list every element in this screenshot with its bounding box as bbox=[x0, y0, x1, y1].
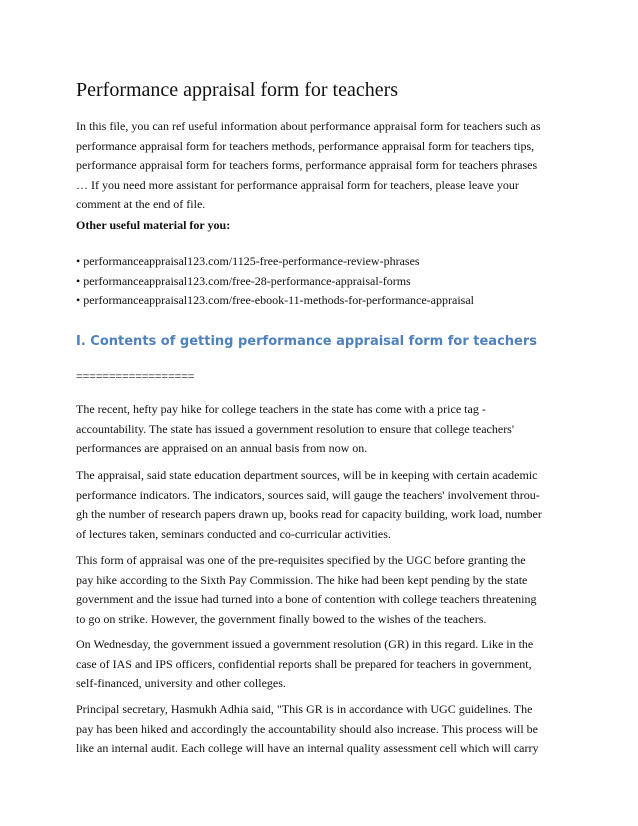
text-line: of lectures taken, seminars conducted and co-curricular activities. bbox=[76, 526, 391, 541]
body-paragraph-2 bbox=[76, 466, 562, 544]
text-line: case of IAS and IPS officers, confidential reports shall be prepared for teachers in government, bbox=[76, 656, 532, 671]
intro-paragraph bbox=[76, 117, 562, 215]
text-line: In this file, you can ref useful information about performance appraisal form for teachers such as bbox=[76, 119, 541, 133]
links-list bbox=[76, 252, 562, 311]
text-line: performance appraisal form for teachers methods, performance appraisal form for teachers tips, bbox=[76, 138, 535, 153]
text-line: The appraisal, said state education department sources, will be in keeping with certain academic bbox=[76, 468, 538, 482]
text-line: comment at the end of file. bbox=[76, 197, 206, 211]
document-title: Performance appraisal form for teachers bbox=[76, 79, 399, 101]
divider-line: ================== bbox=[76, 369, 195, 383]
text-line: like an internal audit. Each college will have an internal quality assessment cell which will carry bbox=[76, 741, 539, 755]
text-line: On Wednesday, the government issued a government resolution (GR) in this regard. Like in the bbox=[76, 637, 534, 651]
text-line: gh the number of research papers drawn up, books read for capacity building, work load, number bbox=[76, 507, 542, 521]
list-item: • performanceappraisal123.com/1125-free-performance-review-phrases bbox=[76, 254, 420, 268]
text-line: self-financed, university and other colleges. bbox=[76, 676, 286, 690]
text-line: pay hike according to the Sixth Pay Commission. The hike had been kept pending by the state bbox=[76, 572, 528, 587]
list-item: • performanceappraisal123.com/free-ebook-11-methods-for-performance-appraisal bbox=[76, 293, 474, 307]
list-item: • performanceappraisal123.com/free-28-performance-appraisal-forms bbox=[76, 273, 411, 288]
text-line: accountability. The state has issued a government resolution to ensure that college teachers' bbox=[76, 421, 515, 436]
text-line: Principal secretary, Hasmukh Adhia said, "This GR is in accordance with UGC guidelines. The bbox=[76, 702, 533, 716]
section-heading: I. Contents of getting performance appraisal form for teachers bbox=[76, 334, 537, 349]
body-paragraph-5 bbox=[76, 700, 562, 759]
text-line: The recent, hefty pay hike for college teachers in the state has come with a price tag - bbox=[76, 402, 486, 416]
body-paragraph-3 bbox=[76, 551, 562, 629]
text-line: government and the issue had turned into a bone of contention with college teachers threatening bbox=[76, 592, 537, 606]
other-material-label: Other useful material for you: bbox=[76, 218, 231, 232]
text-line: performances are appraised on an annual basis from now on. bbox=[76, 441, 368, 455]
text-line: performance indicators. The indicators, sources said, will gauge the teachers' involvement throu- bbox=[76, 487, 540, 502]
body-paragraph-4 bbox=[76, 635, 562, 694]
text-line: This form of appraisal was one of the pre-requisites specified by the UGC before granting the bbox=[76, 553, 526, 567]
text-line: pay has been hiked and accordingly the accountability should also increase. This process will be bbox=[76, 721, 538, 736]
body-paragraph-1 bbox=[76, 400, 562, 459]
text-line: performance appraisal form for teachers forms, performance appraisal form for teachers phrases bbox=[76, 158, 538, 172]
text-line: to go on strike. However, the government finally bowed to the wishes of the teachers. bbox=[76, 611, 487, 626]
text-line: … If you need more assistant for performance appraisal form for teachers, please leave your bbox=[76, 177, 519, 192]
